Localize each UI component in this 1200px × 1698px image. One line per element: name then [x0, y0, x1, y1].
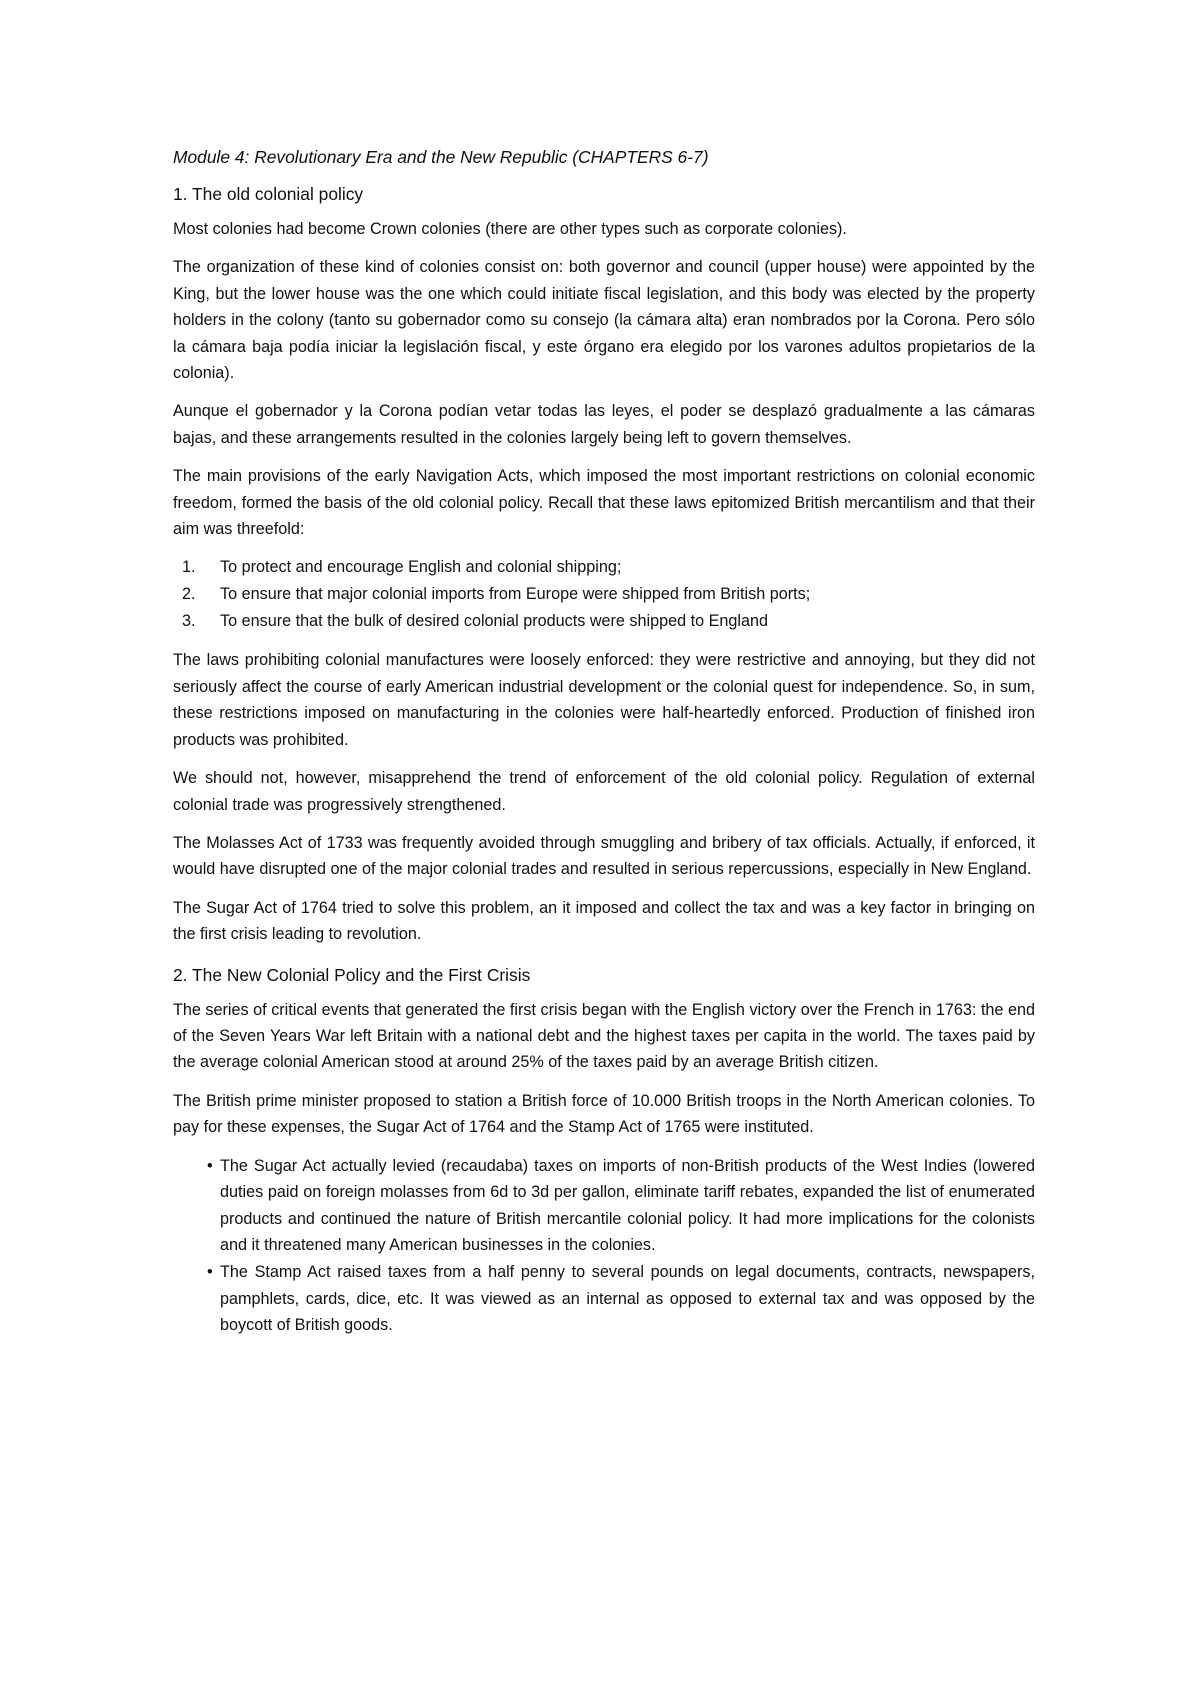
- list-number: 1.: [182, 558, 196, 577]
- section-heading-2: 2. The New Colonial Policy and the First Crisis: [173, 964, 531, 985]
- document-title: Module 4: Revolutionary Era and the New Republic (CHAPTERS 6-7): [173, 147, 709, 167]
- list-item-text: The Sugar Act actually levied (recaudaba) taxes on imports of non-British products of the West Indies (lowered duties paid on foreign molasses from 6d to 3d per gallon, eliminate tariff rebates, expanded the list of enumerated products and continued the nature of British mercantile colonial policy. It had more implications for the colonists and it threatened many American businesses in the colonies.: [220, 1156, 1035, 1255]
- section-heading-1: 1. The old colonial policy: [173, 184, 364, 204]
- list-item: [173, 1153, 1035, 1259]
- paragraph-crown-colonies: Most colonies had become Crown colonies (there are other types such as corporate colonies).: [173, 220, 847, 238]
- bullet-icon: •: [207, 1262, 213, 1281]
- paragraph-organization: The organization of these kind of colonies consist on: both governor and council (upper house) were appointed by the King, but the lower house was the one which could initiate fiscal legislation, and this body was elected by the property holders in the colony (tanto su gobernador como su consejo (la cámara alta) eran nombrados por la Corona. Pero sólo la cámara baja podía iniciar la legislación fiscal, y este órgano era elegido por los varones adultos propietarios de la colonia).: [173, 258, 1035, 383]
- list-item: [173, 554, 1035, 581]
- paragraph-navigation-acts: The main provisions of the early Navigation Acts, which imposed the most important restrictions on colonial economic freedom, formed the basis of the old colonial policy. Recall that these laws epitomized British mercantilism and that their aim was threefold:: [173, 467, 1035, 539]
- paragraph-sugar-act: The Sugar Act of 1764 tried to solve this problem, an it imposed and collect the tax and was a key factor in bringing on the first crisis leading to revolution.: [173, 898, 1035, 944]
- list-item-text: The Stamp Act raised taxes from a half penny to several pounds on legal documents, contracts, newspapers, pamphlets, cards, dice, etc. It was viewed as an internal as opposed to external tax and was opposed by the boycott of British goods.: [220, 1262, 1035, 1335]
- list-item: [173, 1259, 1035, 1339]
- list-item: [173, 608, 1035, 635]
- list-number: 2.: [182, 585, 196, 604]
- list-item-text: To protect and encourage English and colonial shipping;: [220, 558, 622, 577]
- paragraph-enforcement: We should not, however, misapprehend the trend of enforcement of the old colonial policy. Regulation of external colonial trade was progressively strengthened.: [173, 769, 1035, 814]
- list-item: [173, 581, 1035, 608]
- paragraph-manufactures: The laws prohibiting colonial manufactures were loosely enforced: they were restrictive and annoying, but they did not seriously affect the course of early American industrial development or the colonial quest for independence. So, in sum, these restrictions imposed on manufacturing in the colonies were half-heartedly enforced. Production of finished iron products was prohibited.: [173, 651, 1035, 749]
- list-number: 3.: [182, 612, 196, 631]
- list-item-text: To ensure that major colonial imports from Europe were shipped from British ports;: [220, 585, 811, 604]
- paragraph-lower-houses: Aunque el gobernador y la Corona podían vetar todas las leyes, el poder se desplazó gradualmente a las cámaras bajas, and these arrangements resulted in the colonies largely being left to govern themselves.: [173, 402, 1035, 447]
- paragraph-british-troops: The British prime minister proposed to station a British force of 10.000 British troops in the North American colonies. To pay for these expenses, the Sugar Act of 1764 and the Stamp Act of 1765 were instituted.: [173, 1091, 1035, 1137]
- document-body: [173, 144, 1035, 1339]
- bullet-icon: •: [207, 1156, 213, 1175]
- paragraph-molasses-act: The Molasses Act of 1733 was frequently avoided through smuggling and bribery of tax officials. Actually, if enforced, it would have disrupted one of the major colonial trades and resulted in serious repercussions, especially in New England.: [173, 833, 1035, 879]
- paragraph-first-crisis: The series of critical events that generated the first crisis began with the English victory over the French in 1763: the end of the Seven Years War left Britain with a national debt and the highest taxes per capita in the world. The taxes paid by the average colonial American stood at around 25% of the taxes paid by an average British citizen.: [173, 1000, 1035, 1072]
- numbered-list-aims: [173, 554, 1035, 635]
- bullet-list-acts: [173, 1153, 1035, 1339]
- list-item-text: To ensure that the bulk of desired colonial products were shipped to England: [220, 612, 769, 631]
